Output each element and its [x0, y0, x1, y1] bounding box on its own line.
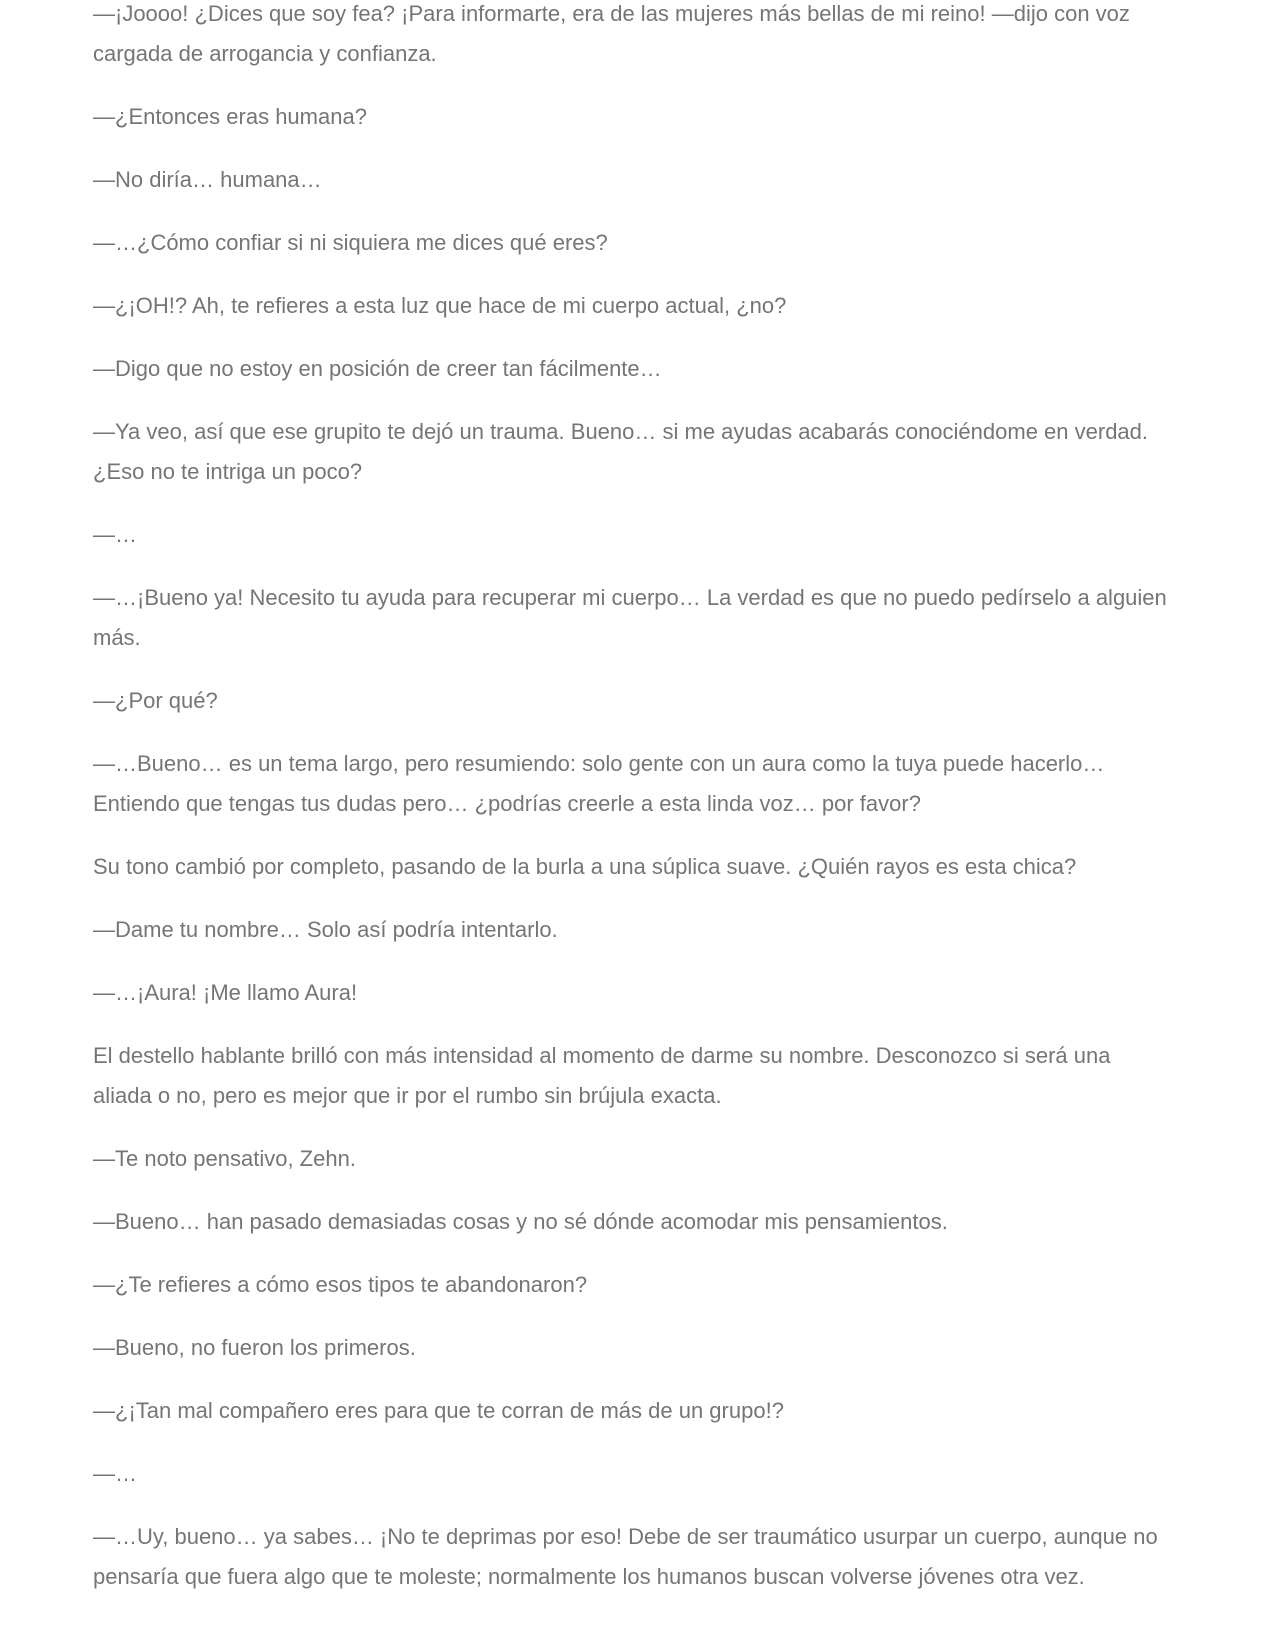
paragraph: —…Bueno… es un tema largo, pero resumiendo: solo gente con un aura como la tuya puede hacerlo… Entiendo que tengas tus dudas pero… ¿podrías creerle a esta linda voz… por favor?	[93, 751, 1105, 816]
paragraph: Su tono cambió por completo, pasando de la burla a una súplica suave. ¿Quién rayos es esta chica?	[93, 854, 1077, 879]
paragraph: El destello hablante brilló con más intensidad al momento de darme su nombre. Desconozco si será una aliada o no, pero es mejor que ir por el rumbo sin brújula exacta.	[93, 1043, 1111, 1108]
paragraph: —¡Joooo! ¿Dices que soy fea? ¡Para informarte, era de las mujeres más bellas de mi reino! —dijo con voz cargada de arrogancia y confianza.	[93, 1, 1130, 66]
paragraph: —…¡Bueno ya! Necesito tu ayuda para recuperar mi cuerpo… La verdad es que no puedo pedírselo a alguien más.	[93, 585, 1167, 650]
paragraph: —No diría… humana…	[93, 167, 322, 192]
paragraph: —Ya veo, así que ese grupito te dejó un trauma. Bueno… si me ayudas acabarás conociéndome en verdad. ¿Eso no te intriga un poco?	[93, 419, 1149, 484]
paragraph: —Bueno, no fueron los primeros.	[93, 1335, 416, 1360]
paragraph: —…¡Aura! ¡Me llamo Aura!	[93, 980, 358, 1005]
paragraph: —Digo que no estoy en posición de creer tan fácilmente…	[93, 356, 662, 381]
paragraph: —¿Entonces eras humana?	[93, 104, 367, 129]
document-body	[93, 0, 1173, 1620]
paragraph: —¿Por qué?	[93, 688, 218, 713]
paragraph: —¿¡Tan mal compañero eres para que te corran de más de un grupo!?	[93, 1398, 784, 1423]
paragraph: —¿Te refieres a cómo esos tipos te abandonaron?	[93, 1272, 588, 1297]
paragraph: —…	[93, 1461, 137, 1486]
paragraph: —…Uy, bueno… ya sabes… ¡No te deprimas por eso! Debe de ser traumático usurpar un cuerpo, aunque no pensaría que fuera algo que te moleste; normalmente los humanos buscan volverse jóvenes otra vez.	[93, 1524, 1158, 1589]
paragraph: —Dame tu nombre… Solo así podría intentarlo.	[93, 917, 558, 942]
paragraph: —Te noto pensativo, Zehn.	[93, 1146, 356, 1171]
paragraph: —…	[93, 522, 137, 547]
paragraph: —¿¡OH!? Ah, te refieres a esta luz que hace de mi cuerpo actual, ¿no?	[93, 293, 787, 318]
paragraph: —…¿Cómo confiar si ni siquiera me dices qué eres?	[93, 230, 608, 255]
paragraph: —Bueno… han pasado demasiadas cosas y no sé dónde acomodar mis pensamientos.	[93, 1209, 948, 1234]
